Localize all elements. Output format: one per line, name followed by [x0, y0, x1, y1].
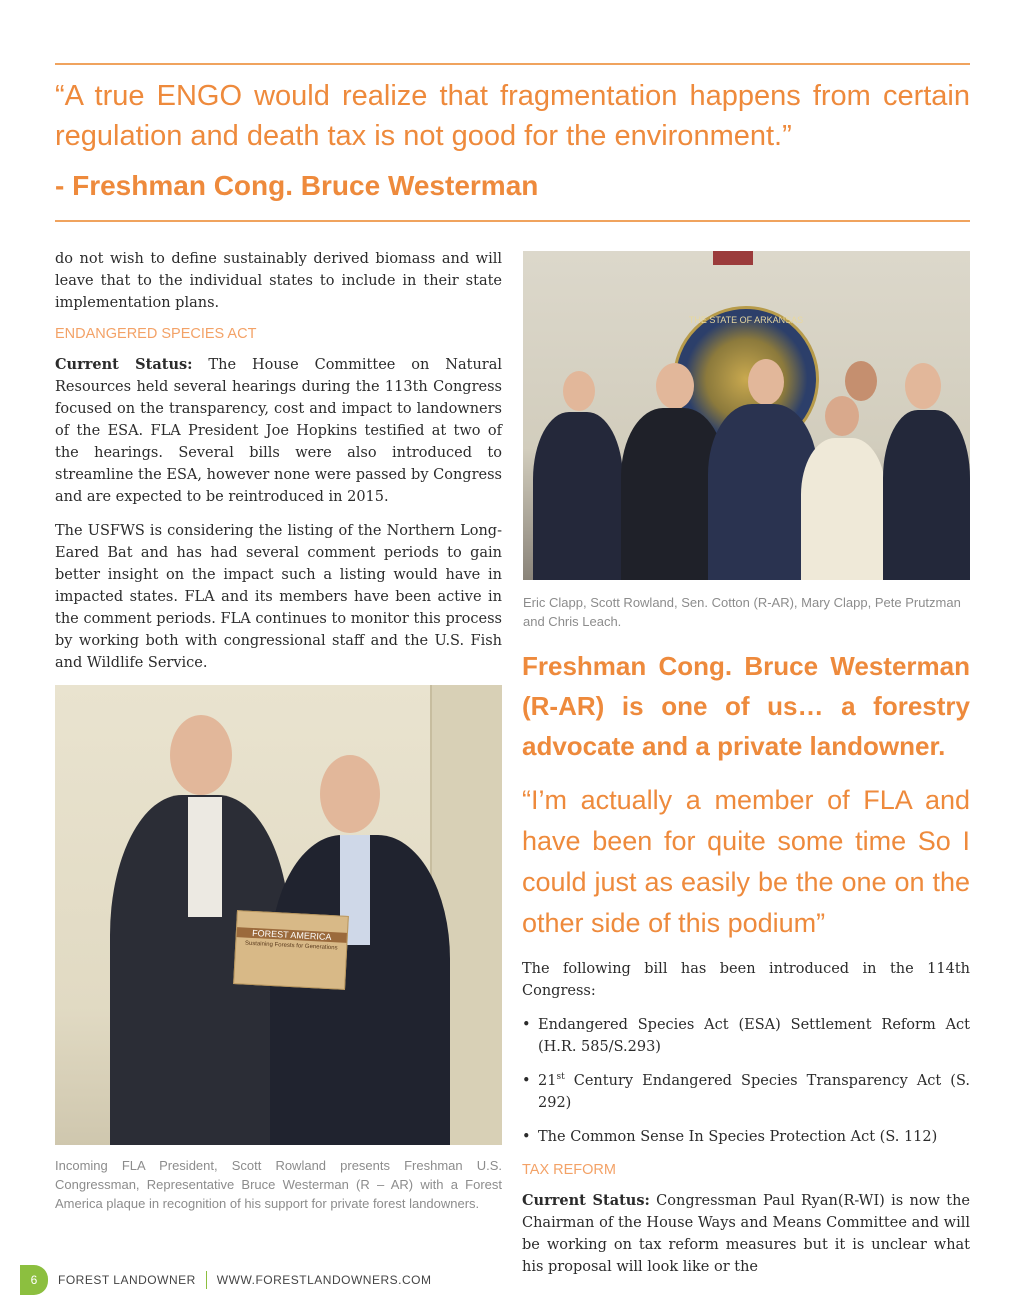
exit-sign [713, 251, 753, 265]
esa-status-paragraph [55, 354, 502, 508]
list-item: • 21st Century Endangered Species Transparency Act (S. 292) [522, 1070, 970, 1114]
plaque-photo [55, 685, 502, 1145]
plaque-title: FOREST AMERICA [237, 927, 347, 943]
plaque-photo-caption: Incoming FLA President, Scott Rowland presents Freshman U.S. Congressman, Representative Bruce Westerman (R – AR) with a Forest America plaque in recognition of his support for private forest landowners. [55, 1158, 502, 1211]
list-item: • Endangered Species Act (ESA) Settlement Reform Act (H.R. 585/S.293) [522, 1014, 970, 1058]
list-item: • The Common Sense In Species Protection Act (S. 112) [522, 1126, 970, 1148]
page-number: 6 [20, 1265, 48, 1295]
seal-text: THE STATE OF ARKANSAS [688, 315, 804, 325]
person-chris-leach [883, 363, 970, 580]
tax-status-label: Current Status: [522, 1192, 650, 1209]
top-rule [55, 63, 970, 65]
pull-quote: “A true ENGO would realize that fragmentation happens from certain regulation and death tax is not good for the environment.” [55, 80, 970, 152]
tax-status-paragraph [522, 1190, 970, 1278]
tax-status-text: Congressman Paul Ryan(R-WI) is now the Chairman of the House Ways and Means Committee and will be working on tax reform measures but it is unclear what his proposal will look like or the [522, 1193, 970, 1275]
bills-intro: The following bill has been introduced in the 114th Congress: [522, 961, 970, 999]
esa-status-label: Current Status: [55, 356, 193, 373]
westerman-heading: Freshman Cong. Bruce Westerman (R-AR) is one of us… a forestry advocate and a private landowner. [522, 651, 970, 761]
tax-heading: TAX REFORM [522, 1162, 616, 1178]
esa-heading: ENDANGERED SPECIES ACT [55, 326, 257, 342]
group-photo [523, 251, 970, 580]
bills-list [522, 1014, 970, 1148]
intro-paragraph: do not wish to define sustainably derived biomass and will leave that to the individual states to include in their state implementation plans. [55, 251, 502, 311]
westerman-quote: “I’m actually a member of FLA and have been for quite some time So I could just as easily be the one on the other side of this podium” [522, 785, 970, 938]
usfws-paragraph: The USFWS is considering the listing of the Northern Long-Eared Bat and has had several comment periods to gain better insight on the impact such a listing would have in impacted states. FLA and its members have been active in the comment periods. FLA continues to monitor this process by working both with congressional staff and the U.S. Fish and Wildlife Service. [55, 523, 502, 671]
pull-quote-attribution: - Freshman Cong. Bruce Westerman [55, 170, 539, 201]
group-photo-caption: Eric Clapp, Scott Rowland, Sen. Cotton (R-AR), Mary Clapp, Pete Prutzman and Chris Leach. [523, 595, 961, 629]
forest-america-plaque [233, 910, 349, 990]
left-column [55, 248, 502, 686]
website-link[interactable]: WWW.FORESTLANDOWNERS.COM [216, 1273, 432, 1287]
shirt [188, 797, 222, 917]
footer-divider [206, 1271, 207, 1289]
esa-status-text: The House Committee on Natural Resources held several hearings during the 113th Congress focused on the transparency, cost and impact to landowners of the ESA. FLA President Joe Hopkins testified at two of the hearings. Several bills were also introduced to streamline the ESA, however none were passed by Congress and are expected to be reintroduced in 2015. [55, 357, 502, 505]
publication-name: FOREST LANDOWNER [58, 1273, 196, 1287]
right-column [522, 958, 970, 1290]
page-footer [20, 1265, 431, 1295]
plaque-subtitle: Sustaining Forests for Generations [244, 940, 338, 952]
person-eric-clapp [533, 371, 623, 580]
bottom-rule [55, 220, 970, 222]
